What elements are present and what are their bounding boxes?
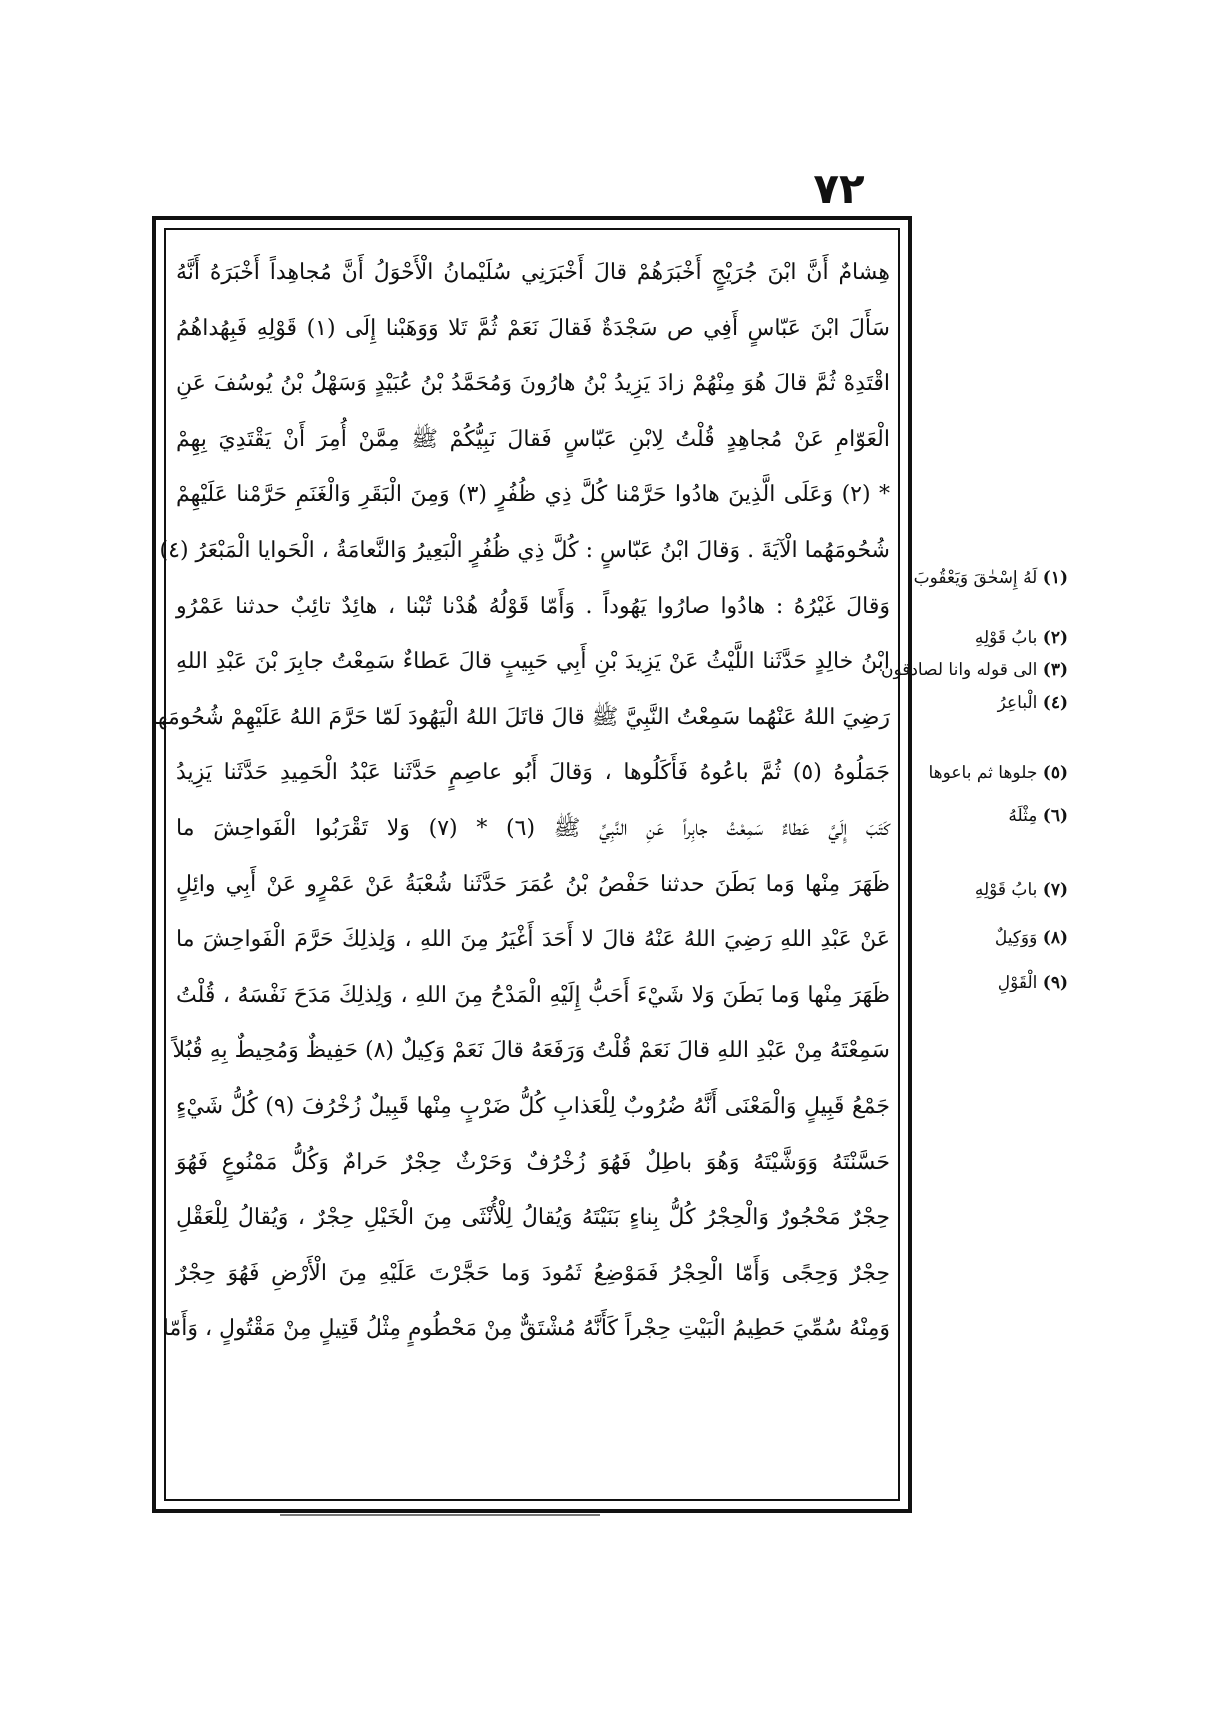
text-line: هِشامٌ أَنَّ ابْنَ جُرَيْجٍ أَخْبَرَهُمْ قالَ أَخْبَرَنِي سُلَيْمانُ الْأَحْوَلُ أَنَّ مُجاهِداً أَخْبَرَهُ أَنَّهُ	[176, 260, 890, 285]
margin-note-number: (٤)	[1042, 693, 1068, 713]
margin-note-number: (٢)	[1042, 628, 1068, 648]
margin-note	[918, 973, 1068, 993]
margin-note-text: الْباعِرُ	[997, 693, 1038, 713]
margin-note-number: (٧)	[1042, 880, 1068, 900]
margin-note-number: (٥)	[1042, 763, 1068, 783]
text-line: ظَهَرَ مِنْها وَما بَطَنَ حدثنا حَفْصُ بْنُ عُمَرَ حَدَّثَنا شُعْبَةُ عَنْ عَمْرٍو عَنْ أَبِي وائِلٍ	[176, 871, 890, 897]
text-line: * (٢) وَعَلَى الَّذِينَ هادُوا حَرَّمْنا كُلَّ ذِي ظُفُرٍ (٣) وَمِنَ الْبَقَرِ وَالْغَنَمِ حَرَّمْنا عَلَيْهِمْ	[176, 482, 890, 508]
text-line: شُحُومَهُما الْآيَةَ . وَقالَ ابْنُ عَبّاسٍ : كُلَّ ذِي ظُفُرٍ الْبَعِيرُ وَالنَّعامَةُ ، الْحَوايا الْمَبْعَرُ (٤)	[159, 537, 890, 563]
text-line: وَمِنْهُ سُمِّيَ حَطِيمُ الْبَيْتِ حِجْراً كَأَنَّهُ مُشْتَقٌّ مِنْ مَحْطُومٍ مِثْلُ قَتِيلٍ مِنْ مَقْتُولٍ ، وَأَمّا	[162, 1316, 890, 1342]
text-line: حِجْرٌ مَحْجُورٌ وَالْحِجْرُ كُلُّ بِناءٍ بَنَيْتَهُ وَيُقالُ لِلْأُنْثَى مِنَ الْخَيْلِ حِجْرٌ ، وَيُقالُ لِلْعَقْلِ	[176, 1205, 890, 1231]
scan-mark	[280, 1514, 600, 1516]
text-line: اقْتَدِهْ ثُمَّ قالَ هُوَ مِنْهُمْ زادَ يَزِيدُ بْنُ هارُونَ وَمُحَمَّدُ بْنُ عُبَيْدٍ وَسَهْلُ بْنُ يُوسُفَ عَنِ	[176, 371, 890, 397]
text-line: وَقالَ غَيْرُهُ : هادُوا صارُوا يَهُوداً . وَأَمّا قَوْلُهُ هُدْنا تُبْنا ، هائِدٌ تائِبٌ حدثنا عَمْرُو	[176, 593, 890, 619]
margin-note-number: (٩)	[1042, 973, 1068, 993]
text-line: الْعَوّامِ عَنْ مُجاهِدٍ قُلْتُ لِابْنِ عَبّاسٍ فَقالَ نَبِيُّكُمْ ﷺ مِمَّنْ أُمِرَ أَنْ يَقْتَدِيَ بِهِمْ	[176, 426, 890, 452]
margin-note-text: بابُ قَوْلِهِ	[974, 628, 1038, 648]
text-line: ابْنُ خالِدٍ حَدَّثَنا اللَّيْثُ عَنْ يَزِيدَ بْنِ أَبِي حَبِيبٍ قالَ عَطاءٌ سَمِعْتُ جابِرَ بْنَ عَبْدِ اللهِ	[176, 649, 890, 675]
margin-note	[918, 880, 1068, 900]
text-line: جَمَلُوهُ (٥) ثُمَّ باعُوهُ فَأَكَلُوها ، وَقالَ أَبُو عاصِمٍ حَدَّثَنا عَبْدُ الْحَمِيدِ حَدَّثَنا يَزِيدُ	[176, 760, 890, 786]
margin-note-text: الى قوله وانا لصادقون	[880, 660, 1038, 680]
margin-note	[918, 628, 1068, 648]
text-line: حَسَّنْتَهُ وَوَشَّيْتَهُ وَهُوَ باطِلٌ فَهُوَ زُخْرُفٌ وَحَرْثٌ حِجْرٌ حَرامٌ وَكُلُّ مَمْنُوعٍ فَهُوَ	[176, 1149, 890, 1175]
margin-note-text: الْقَوْلِ	[997, 973, 1038, 993]
margin-note	[913, 568, 1068, 588]
margin-note	[918, 806, 1068, 826]
margin-note-number: (٨)	[1042, 928, 1068, 948]
margin-note	[880, 660, 1068, 680]
margin-notes	[880, 568, 1068, 1008]
text-line: ظَهَرَ مِنْها وَما بَطَنَ وَلا شَيْءَ أَحَبُّ إِلَيْهِ الْمَدْحُ مِنَ اللهِ ، وَلِذلِكَ مَدَحَ نَفْسَهُ ، قُلْتُ	[176, 982, 890, 1008]
margin-note	[918, 693, 1068, 713]
margin-note	[918, 763, 1068, 783]
text-line: كَتَبَ إِلَيَّ عَطاءٌ سَمِعْتُ جابِراً عَنِ النَّبِيِّ ﷺ (٦) * (٧) وَلا تَقْرَبُوا الْفَواحِشَ ما	[176, 815, 891, 841]
text-line: سَأَلَ ابْنَ عَبّاسٍ أَفِي ص سَجْدَةٌ فَقالَ نَعَمْ ثُمَّ تَلا وَوَهَبْنا إِلَى (١) قَوْلِهِ فَبِهُداهُمُ	[176, 315, 890, 341]
margin-note-number: (٦)	[1042, 806, 1068, 826]
text-line: رَضِيَ اللهُ عَنْهُما سَمِعْتُ النَّبِيَّ ﷺ قالَ قاتَلَ اللهُ الْيَهُودَ لَمّا حَرَّمَ اللهُ عَلَيْهِمْ شُحُومَها	[151, 704, 890, 730]
margin-note-number: (١)	[1042, 568, 1068, 588]
text-line: سَمِعْتَهُ مِنْ عَبْدِ اللهِ قالَ نَعَمْ قُلْتُ وَرَفَعَهُ قالَ نَعَمْ وَكِيلٌ (٨) حَفِيظٌ وَمُحِيطٌ بِهِ قُبُلاً	[172, 1038, 890, 1064]
margin-note-text: لَهُ إِسْحٰقَ وَيَعْقُوبَ	[913, 568, 1038, 588]
text-line: جَمْعُ قَبِيلٍ وَالْمَعْنَى أَنَّهُ ضُرُوبٌ لِلْعَذابِ كُلُّ ضَرْبٍ مِنْها قَبِيلٌ زُخْرُفَ (٩) كُلُّ شَيْءٍ	[176, 1093, 890, 1119]
main-text-block	[151, 240, 891, 1492]
margin-note-text: مِثْلَهُ	[1008, 806, 1038, 826]
text-line: حِجْرٌ وَحِجًى وَأَمّا الْحِجْرُ فَمَوْضِعُ ثَمُودَ وَما حَجَّرْتَ عَلَيْهِ مِنَ الْأَرْضِ فَهُوَ حِجْرٌ	[176, 1260, 890, 1286]
margin-note-text: بابُ قَوْلِهِ	[974, 880, 1038, 900]
page-number: ٧٢	[813, 164, 865, 213]
margin-note-text: جلوها ثم باعوها	[928, 763, 1038, 783]
margin-note	[918, 928, 1068, 948]
text-line: عَنْ عَبْدِ اللهِ رَضِيَ اللهُ عَنْهُ قالَ لا أَحَدَ أَغْيَرُ مِنَ اللهِ ، وَلِذلِكَ حَرَّمَ الْفَواحِشَ ما	[176, 927, 890, 953]
margin-note-text: وَوَكِيلٌ	[994, 928, 1038, 948]
margin-note-number: (٣)	[1042, 660, 1068, 680]
